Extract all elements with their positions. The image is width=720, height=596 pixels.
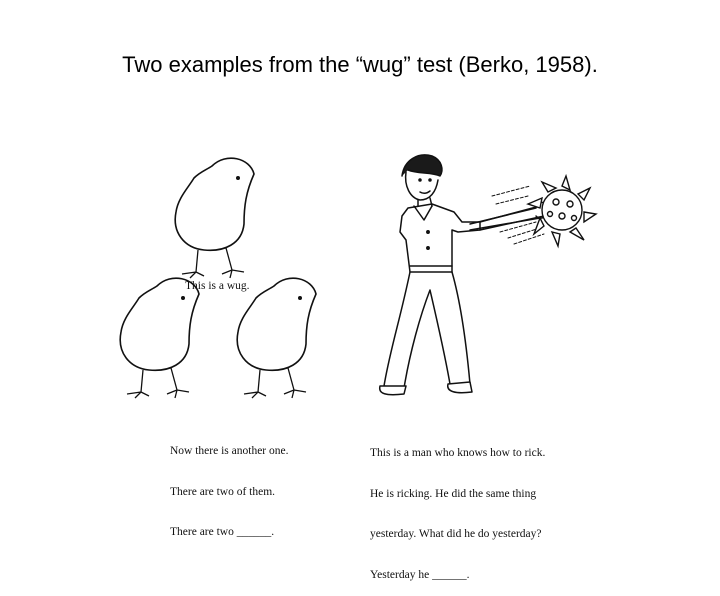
wug-plural-line-1: Now there is another one. bbox=[170, 445, 289, 457]
wug-single-caption: This is a wug. bbox=[185, 280, 250, 292]
man-ricking-illustration bbox=[380, 155, 549, 395]
rick-line-3: yesterday. What did he do yesterday? bbox=[370, 528, 542, 540]
rick-line-2: He is ricking. He did the same thing bbox=[370, 487, 537, 500]
wug-creature-left bbox=[120, 278, 199, 398]
wug-plural-line-2: There are two of them. bbox=[170, 485, 276, 498]
rick-line-4: Yesterday he ______. bbox=[370, 568, 470, 581]
wug-creature-right bbox=[237, 278, 316, 398]
rick-caption bbox=[370, 420, 545, 596]
wug-plural-caption bbox=[170, 418, 288, 553]
slide-title: Two examples from the “wug” test (Berko, 1958). bbox=[122, 52, 598, 77]
wug-plural-line-3: There are two ______. bbox=[170, 526, 275, 538]
rick-line-1: This is a man who knows how to rick. bbox=[370, 447, 546, 459]
wug-creature-single bbox=[175, 158, 254, 278]
